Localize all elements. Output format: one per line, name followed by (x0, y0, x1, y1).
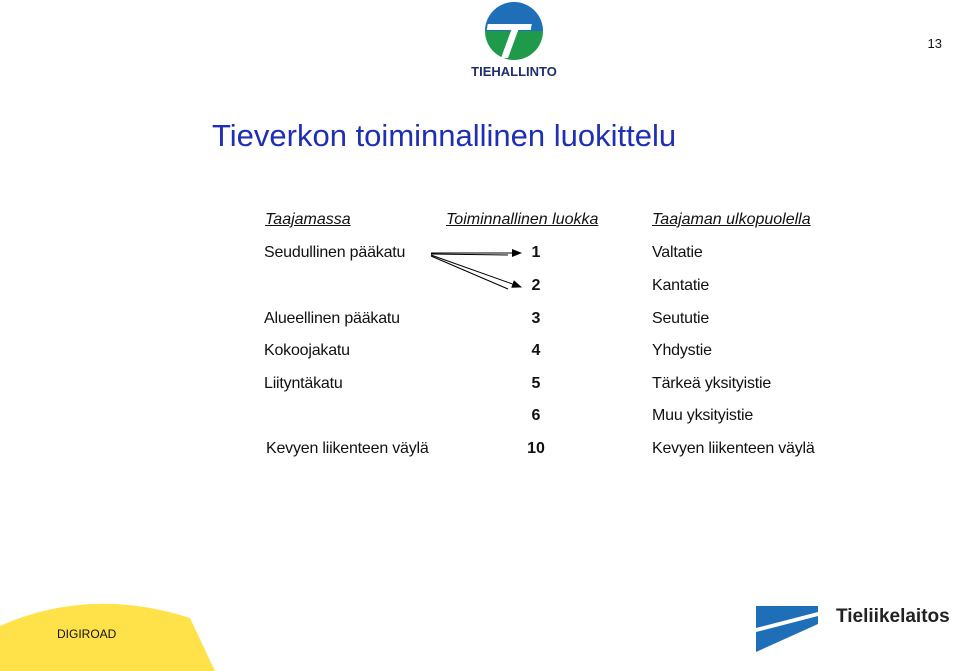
row-class: 1 (531, 244, 541, 261)
row-rural: Seututie (652, 310, 710, 327)
row-rural: Kantatie (652, 277, 710, 294)
row-class: 3 (531, 310, 541, 327)
arrow-to-class-2 (431, 255, 521, 287)
arrow-line-upper (431, 254, 508, 255)
row-urban: Alueellinen pääkatu (264, 310, 400, 327)
header-rural: Taajaman ulkopuolella (652, 211, 811, 228)
arrow-line-lower (431, 256, 508, 289)
row-class: 2 (531, 277, 541, 294)
row-class: 10 (527, 440, 545, 457)
row-rural: Tärkeä yksityistie (652, 375, 772, 392)
row-urban: Kevyen liikenteen väylä (266, 440, 429, 457)
row-rural: Kevyen liikenteen väylä (652, 440, 815, 457)
row-class: 4 (531, 342, 541, 359)
header-class: Toiminnallinen luokka (446, 211, 599, 228)
row-rural: Valtatie (652, 244, 703, 261)
header-urban: Taajamassa (265, 211, 351, 228)
logo-text: TIEHALLINTO (471, 64, 557, 79)
row-urban: Seudullinen pääkatu (264, 244, 406, 261)
brand-name: Tieliikelaitos (836, 606, 950, 627)
row-urban: Kokoojakatu (264, 342, 350, 359)
slide-title: Tieverkon toiminnallinen luokittelu (212, 118, 677, 153)
row-rural: Muu yksityistie (652, 407, 754, 424)
row-class: 6 (531, 407, 541, 424)
tiehallinto-logo (468, 0, 560, 80)
footer-label: DIGIROAD (57, 627, 117, 641)
page-number: 13 (927, 36, 942, 51)
row-rural: Yhdystie (652, 342, 712, 359)
row-urban: Liityntäkatu (264, 375, 343, 392)
tieliikelaitos-logo-mark (756, 606, 818, 652)
row-class: 5 (531, 375, 541, 392)
